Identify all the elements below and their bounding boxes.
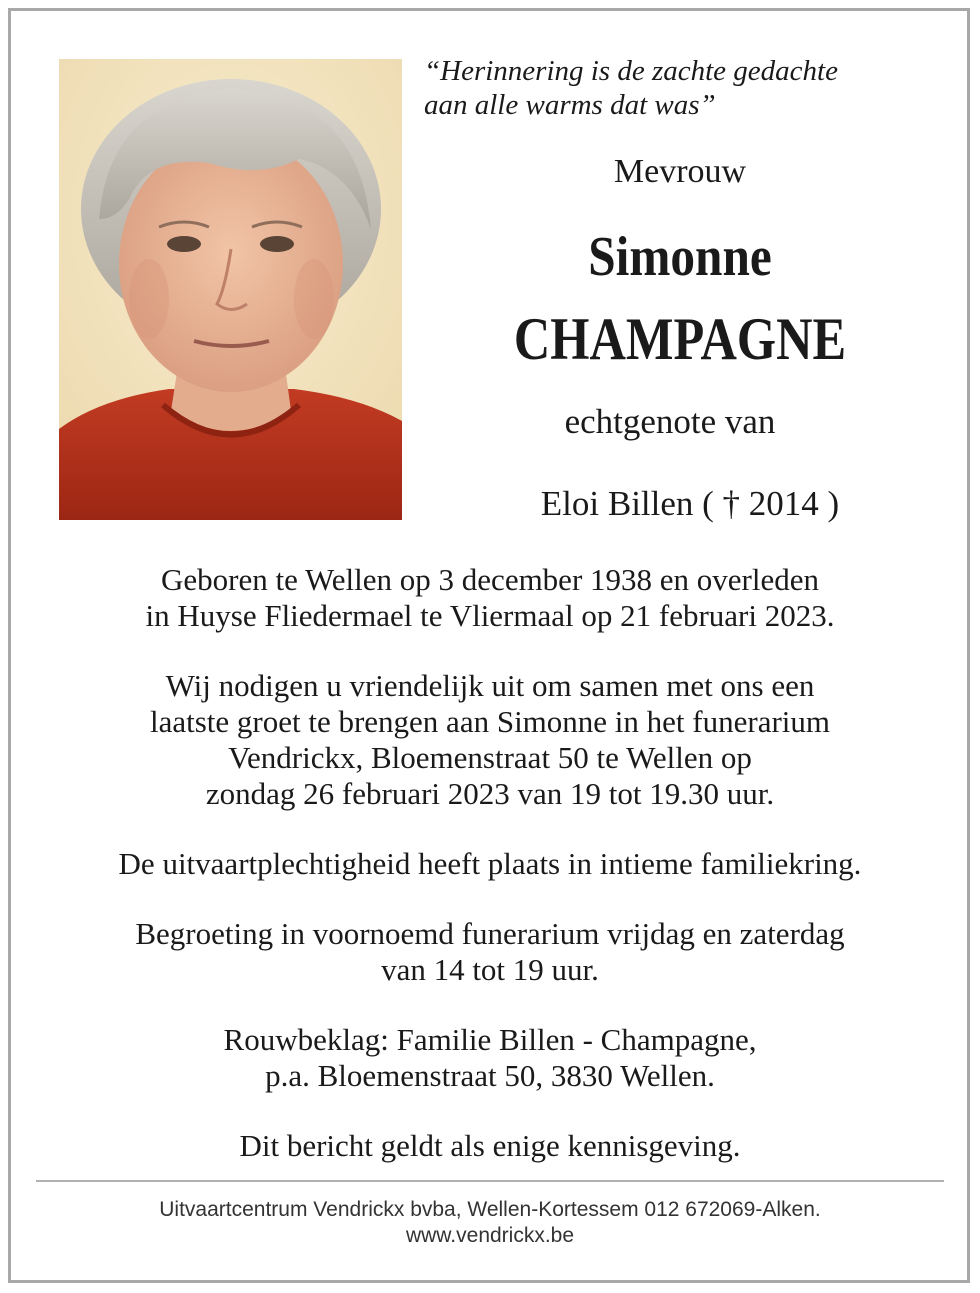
spouse-name: Eloi Billen ( † 2014 ) — [540, 484, 840, 523]
visitation-paragraph — [20, 916, 960, 988]
text-line: laatste groet te brengen aan Simonne in het funerarium — [149, 704, 831, 739]
text-line: van 14 tot 19 uur. — [381, 952, 599, 987]
invitation-paragraph — [20, 668, 960, 812]
text-line: De uitvaartplechtigheid heeft plaats in intieme familiekring. — [118, 846, 862, 881]
text-line: Rouwbeklag: Familie Billen - Champagne, — [223, 1022, 757, 1057]
text-line: Wij nodigen u vriendelijk uit om samen met ons een — [165, 668, 815, 703]
text-line: p.a. Bloemenstraat 50, 3830 Wellen. — [265, 1058, 715, 1093]
ceremony-paragraph — [20, 846, 960, 882]
quote-line-2: aan alle warms dat was” — [424, 89, 716, 121]
text-line: Dit bericht geldt als enige kennisgeving. — [239, 1128, 741, 1163]
quote-line-1: “Herinnering is de zachte gedachte — [424, 55, 838, 87]
honorific: Mevrouw — [613, 153, 747, 190]
text-line: Begroeting in voornoemd funerarium vrijdag en zaterdag — [135, 916, 845, 951]
footer — [20, 1197, 960, 1249]
funeral-company: Uitvaartcentrum Vendrickx bvba, Wellen-Kortessem 012 672069-Alken. — [159, 1198, 821, 1221]
deceased-first-name: Simonne — [588, 226, 772, 288]
notice-paragraph — [20, 1128, 960, 1164]
text-line: Vendrickx, Bloemenstraat 50 te Wellen op — [228, 740, 752, 775]
deceased-last-name: CHAMPAGNE — [513, 306, 847, 372]
text-line: Geboren te Wellen op 3 december 1938 en overleden — [160, 562, 819, 597]
footer-divider — [36, 1180, 944, 1182]
mourning-paragraph — [20, 1022, 960, 1094]
website-link[interactable]: www.vendrickx.be — [405, 1224, 575, 1247]
text-line: in Huyse Fliedermael te Vliermaal op 21 februari 2023. — [145, 598, 835, 633]
birth-death-paragraph — [20, 562, 960, 634]
text-line: zondag 26 februari 2023 van 19 tot 19.30 uur. — [205, 776, 775, 811]
spouse-label: echtgenote van — [564, 402, 776, 441]
portrait-photo — [59, 59, 402, 520]
notice-body — [20, 562, 960, 1164]
memorial-quote — [424, 54, 944, 122]
